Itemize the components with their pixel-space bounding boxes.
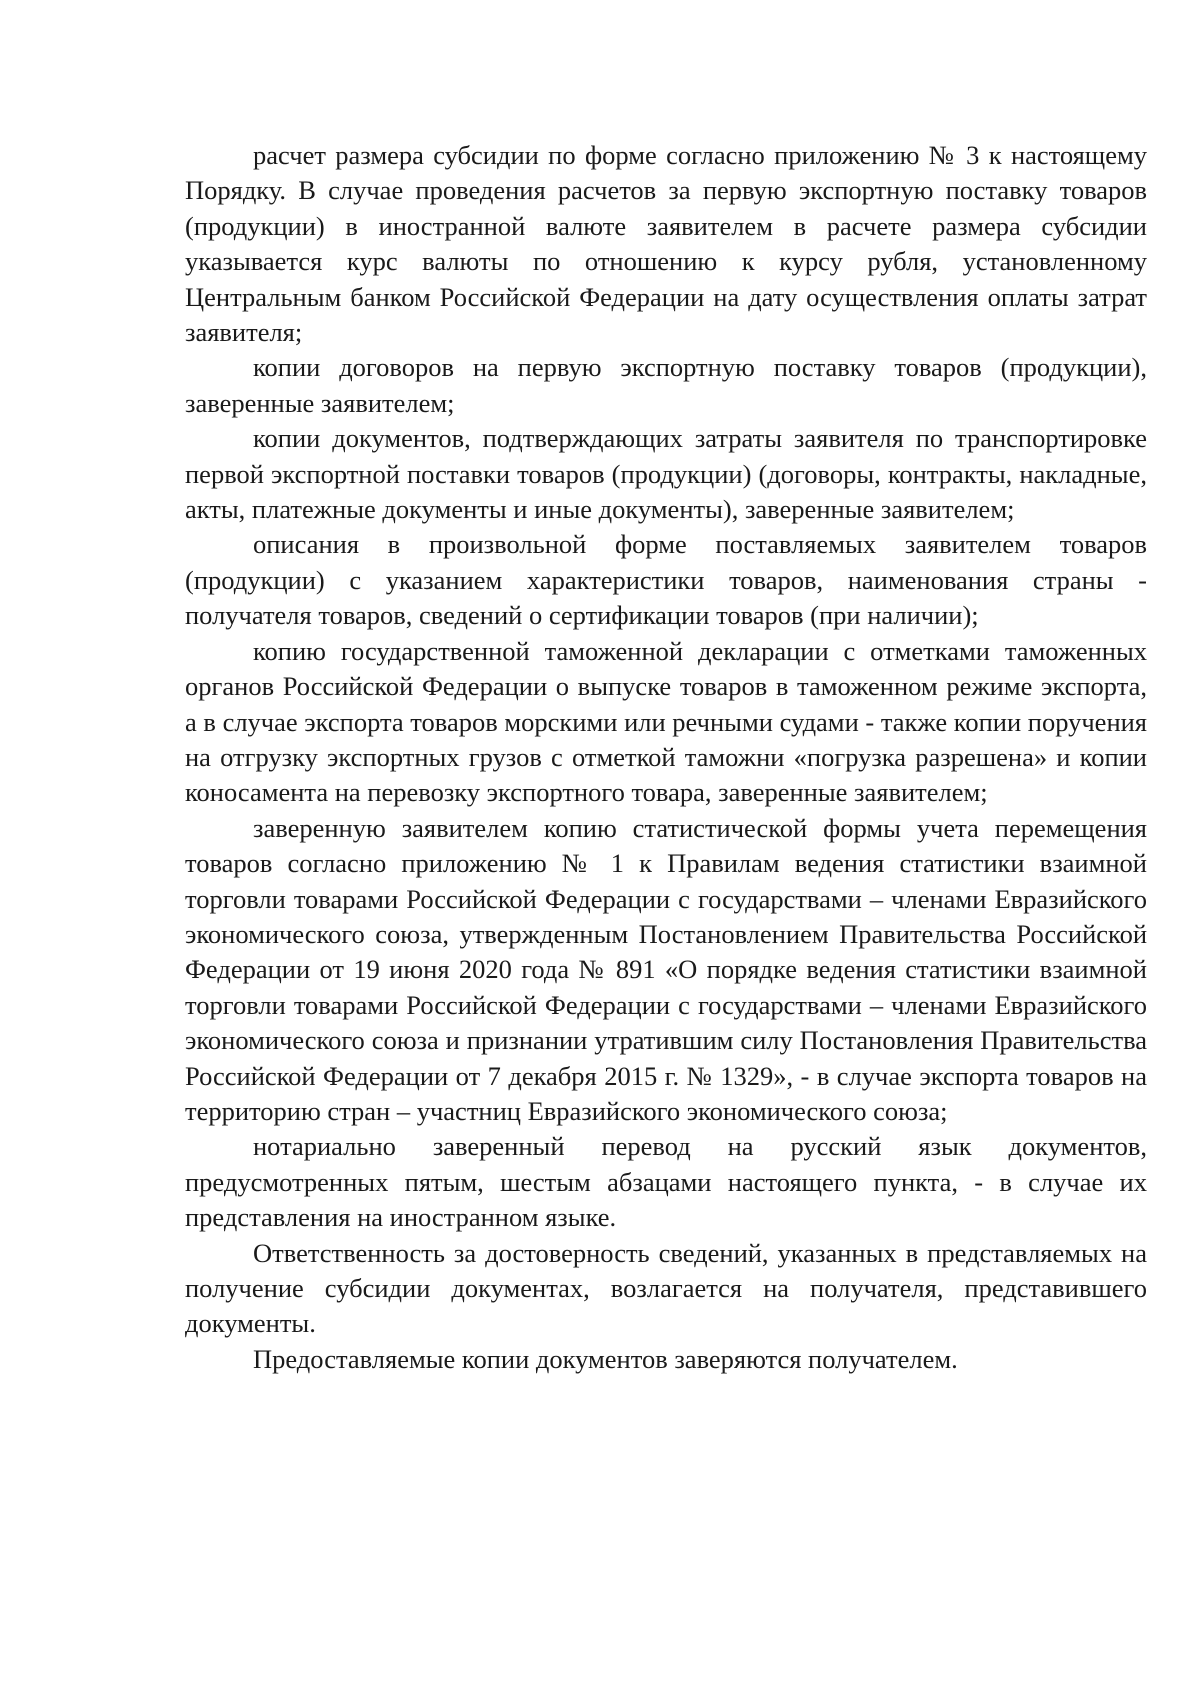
paragraph-customs-declaration: копию государственной таможенной декларации с отметками таможенных органов Российской Федерации о выпуске товаров в таможенном режиме экспорта, а в случае экспорта товаров морскими или речными судами - также копии поручения на отгрузку экспортных грузов с отметкой таможни «погрузка разрешена» и копии коносамента на перевозку экспортного товара, заверенные заявителем;: [185, 635, 1147, 808]
paragraph-copies-certified: Предоставляемые копии документов заверяются получателем.: [253, 1343, 958, 1374]
paragraph-subsidy-calculation: расчет размера субсидии по форме согласно приложению № 3 к настоящему Порядку. В случае проведения расчетов за первую экспортную поставку товаров (продукции) в иностранной валюте заявителем в расчете размера субсидии указывается курс валюты по отношению к курсу рубля, установленному Центральным банком Российской Федерации на дату осуществления оплаты затрат заявителя;: [185, 140, 1147, 348]
paragraph-responsibility: Ответственность за достоверность сведений, указанных в представляемых на получение субсидии документах, возлагается на получателя, представившего документы.: [185, 1237, 1147, 1339]
paragraph-contract-copies: копии договоров на первую экспортную поставку товаров (продукции), заверенные заявителем;: [185, 352, 1147, 418]
paragraph-statistical-form: заверенную заявителем копию статистической формы учета перемещения товаров согласно приложению № 1 к Правилам ведения статистики взаимной торговли товарами Российской Федерации с государствами – членами Евразийского экономического союза, утвержденным Постановлением Правительства Российской Федерации от 19 июня 2020 года № 891 «О порядке ведения статистики взаимной торговли товарами Российской Федерации с государствами – членами Евразийского экономического союза и признании утратившим силу Постановления Правительства Российской Федерации от 7 декабря 2015 г. № 1329», - в случае экспорта товаров на территорию стран – участниц Евразийского экономического союза;: [185, 812, 1147, 1126]
paragraph-notarized-translation: нотариально заверенный перевод на русский язык документов, предусмотренных пятым, шестым абзацами настоящего пункта, - в случае их представления на иностранном языке.: [185, 1131, 1147, 1233]
paragraph-goods-description: описания в произвольной форме поставляемых заявителем товаров (продукции) с указанием характеристики товаров, наименования страны - получателя товаров, сведений о сертификации товаров (при наличии);: [185, 529, 1147, 631]
document-body: [185, 138, 1147, 1377]
paragraph-transport-costs: копии документов, подтверждающих затраты заявителя по транспортировке первой экспортной поставки товаров (продукции) (договоры, контракты, накладные, акты, платежные документы и иные документы), заверенные заявителем;: [185, 423, 1147, 525]
